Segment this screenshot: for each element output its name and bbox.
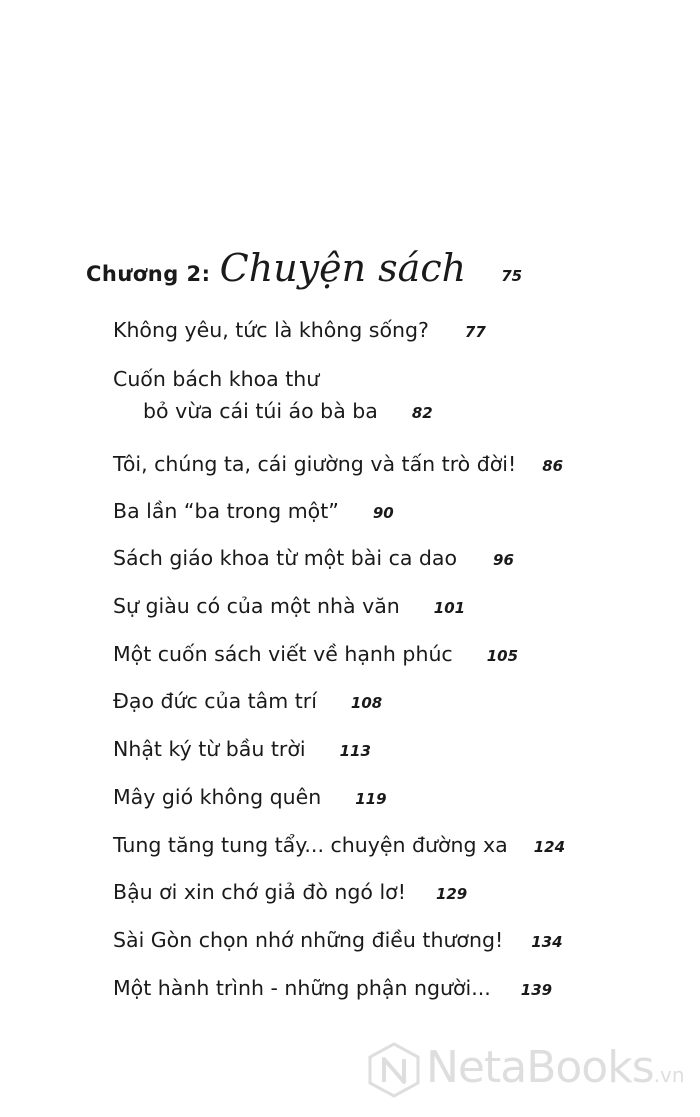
- toc-entry-page: 119: [355, 790, 387, 808]
- toc-entry-title: Tung tăng tung tẩy... chuyện đường xa: [113, 833, 508, 857]
- toc-entry-title: Một cuốn sách viết về hạnh phúc: [113, 642, 453, 666]
- toc-entry-page: 77: [464, 323, 486, 341]
- toc-entry-page: 90: [372, 504, 394, 522]
- toc-entry-page: 113: [339, 742, 371, 760]
- toc-entry: [113, 546, 514, 570]
- toc-entry-page: 108: [350, 694, 383, 712]
- toc-entry-page: 96: [493, 551, 514, 569]
- toc-entry-title: Sách giáo khoa từ một bài ca dao: [113, 546, 458, 570]
- watermark-brand: NetaBooks: [426, 1042, 654, 1093]
- toc-entry: [113, 318, 486, 342]
- toc-entry-title: Tôi, chúng ta, cái giường và tấn trò đời!: [113, 452, 517, 476]
- toc-entry-title-line2: bỏ vừa cái túi áo bà ba: [143, 399, 378, 423]
- toc-entry: [113, 737, 371, 761]
- toc-entry-page: 101: [433, 599, 466, 617]
- toc-entry-title: Một hành trình - những phận người...: [113, 976, 491, 1000]
- chapter-page-number: 75: [501, 267, 523, 285]
- toc-entry-page: 105: [486, 647, 519, 665]
- toc-entry-title: Bậu ơi xin chớ giả đò ngó lơ!: [113, 880, 406, 904]
- netabooks-logo-icon: [368, 1042, 420, 1098]
- toc-entry-title: Đạo đức của tâm trí: [113, 689, 317, 713]
- toc-entry: [113, 452, 563, 476]
- chapter-title: Chuyện sách: [219, 246, 467, 290]
- toc-entry-title: Không yêu, tức là không sống?: [113, 318, 429, 342]
- toc-entry: [113, 689, 382, 713]
- chapter-heading: [86, 246, 522, 290]
- toc-entry-title: Cuốn bách khoa thư: [113, 367, 320, 391]
- toc-entry-page: 139: [520, 981, 553, 999]
- chapter-label: Chương 2:: [86, 262, 211, 286]
- toc-entry-page: 86: [542, 457, 564, 475]
- toc-entry: [113, 976, 552, 1000]
- toc-entry-page: 129: [435, 885, 468, 903]
- watermark-text: [426, 1042, 685, 1093]
- toc-entry: [113, 928, 563, 952]
- toc-entry: [113, 642, 518, 666]
- toc-entry-title: Ba lần “ba trong một”: [113, 499, 339, 523]
- toc-entry-title: Nhật ký từ bầu trời: [113, 737, 306, 761]
- toc-entry-title: Sài Gòn chọn nhớ những điều thương!: [113, 928, 504, 952]
- toc-entry-page: 134: [531, 933, 563, 951]
- toc-entry-page: 124: [533, 838, 566, 856]
- toc-entry: [113, 499, 394, 523]
- watermark-tld: .vn: [653, 1063, 685, 1087]
- toc-entry-page: 82: [411, 404, 433, 422]
- toc-entry: [113, 594, 465, 618]
- toc-entry: [113, 833, 565, 857]
- toc-entry: [113, 880, 467, 904]
- toc-entry-title: Sự giàu có của một nhà văn: [113, 594, 400, 618]
- toc-entry-title-continued: [113, 399, 433, 423]
- toc-entry-title: Mây gió không quên: [113, 785, 322, 809]
- watermark-logo: [360, 1038, 700, 1108]
- toc-entry: [113, 785, 387, 809]
- toc-entry: [113, 367, 433, 423]
